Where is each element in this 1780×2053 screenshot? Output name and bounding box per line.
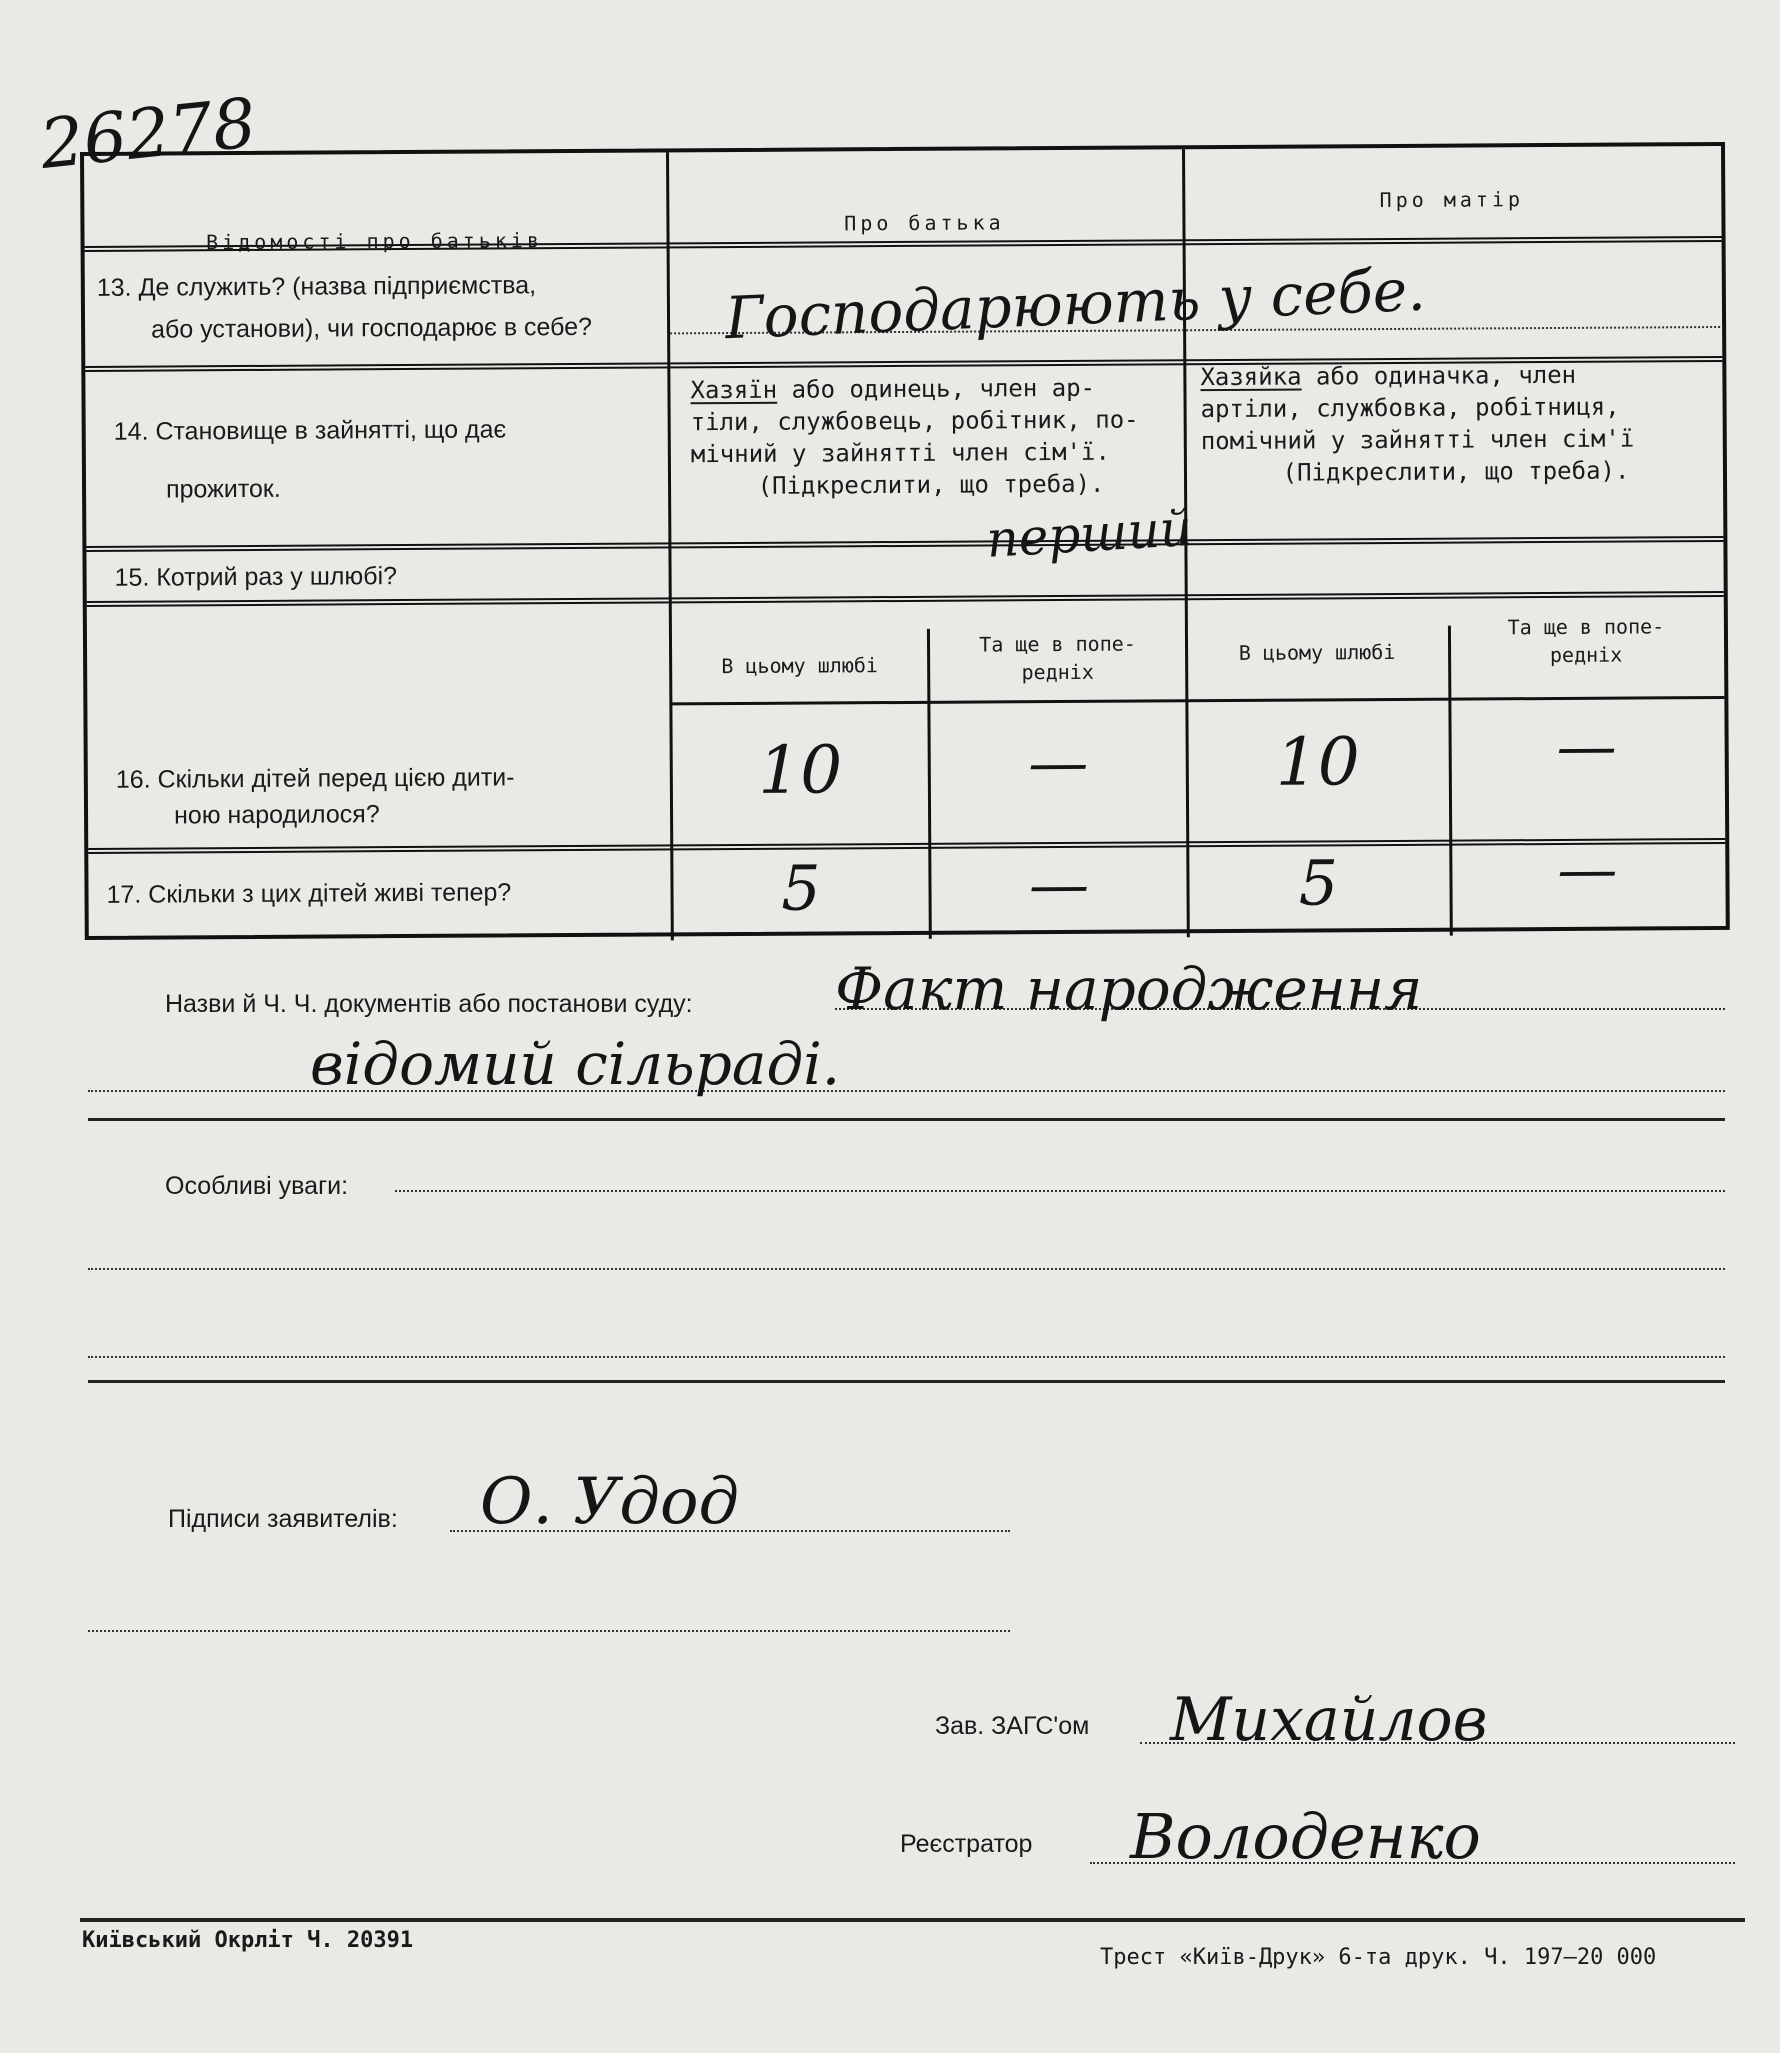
archive-number: 26278 (36, 83, 260, 186)
row16-label-line1: 16. Скільки дітей перед цією дити- (115, 763, 515, 794)
father-previous-header: Та ще в попе- редніх (979, 631, 1136, 685)
row14-father-options: Хазяїн або одинець, член ар- тіли, службовець, робітник, по- мічний у зайнятті член сім'ї. (Підкреслити, що треба). (690, 373, 1139, 500)
row16-label-line2: ною народилося? (173, 800, 380, 830)
row16-father-this: 10 (758, 731, 843, 809)
applicants-signature-label: Підписи заявителів: (168, 1505, 398, 1533)
row16-mother-this: 10 (1275, 723, 1360, 801)
applicants-signature: О. Удод (480, 1465, 740, 1539)
row14-label-line1: 14. Становище в зайнятті, що дає (113, 415, 507, 446)
registrar-signature: Володенко (1130, 1800, 1481, 1873)
father-underlined-option: Хазяїн (690, 375, 778, 405)
row17-father-this: 5 (781, 851, 821, 925)
head-registry-signature: Михайлов (1170, 1685, 1488, 1755)
row13-label-line2: або установи), чи господарює в себе? (151, 312, 593, 344)
row15-answer: перший (984, 498, 1194, 569)
row13-label-line1: 13. Де служить? (назва підприємства, (96, 271, 537, 302)
row16-father-prev: — (1028, 727, 1089, 799)
documents-value-line1: Факт народження (835, 955, 1423, 1023)
footer-left: Київський Окрліт Ч. 20391 (82, 1928, 414, 1953)
mother-this-marriage-header: В цьому шлюбі (1238, 639, 1396, 665)
documents-label: Назви й Ч. Ч. документів або постанови суду: (165, 990, 693, 1018)
row14-mother-options: Хазяйка або одиначка, член артіли, службовка, робітниця, помічний у зайнятті член сім'ї (Підкреслити, що треба). (1200, 360, 1635, 487)
registrar-label: Реєстратор (900, 1830, 1033, 1858)
documents-value-line2: відомий сільраді. (310, 1030, 841, 1098)
header-parents-info: Відомості про батьків (206, 228, 544, 255)
mother-previous-header: Та ще в попе- редніх (1507, 614, 1665, 668)
footer-right: Трест «Київ-Друк» 6-та друк. Ч. 197—20 000 (1100, 1945, 1657, 1970)
row17-father-prev: — (1028, 849, 1090, 921)
row17-label: 17. Скільки з цих дітей живі тепер? (106, 878, 512, 909)
header-mother: Про матір (1379, 187, 1525, 213)
row16-mother-prev: — (1556, 711, 1617, 782)
row13-answer: Господарюють у себе. (723, 255, 1427, 353)
notes-label: Особливі уваги: (165, 1172, 349, 1200)
head-registry-label: Зав. ЗАГС'ом (935, 1712, 1090, 1740)
row14-label-line2: прожиток. (165, 474, 281, 504)
row17-mother-this: 5 (1298, 846, 1339, 920)
mother-underlined-option: Хазяйка (1200, 362, 1302, 392)
row15-label: 15. Котрий раз у шлюбі? (114, 562, 398, 592)
row17-mother-prev: — (1557, 834, 1618, 905)
father-this-marriage-header: В цьому шлюбі (721, 653, 878, 679)
parents-info-table (80, 142, 1730, 940)
header-father: Про батька (844, 210, 1005, 236)
